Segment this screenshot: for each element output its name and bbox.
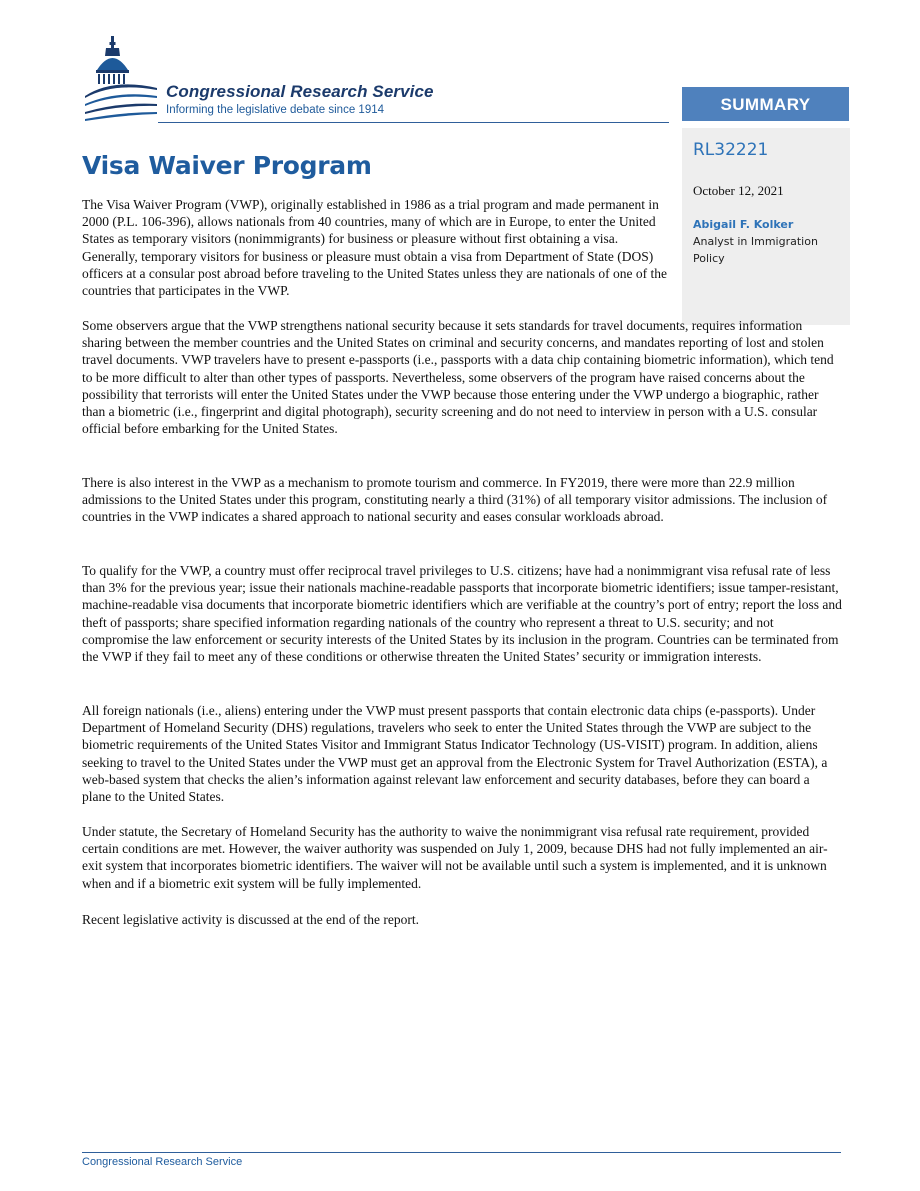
summary-paragraph: Recent legislative activity is discussed at the end of the report. <box>82 912 420 927</box>
page-title: Visa Waiver Program <box>82 151 372 180</box>
summary-paragraph: All foreign nationals (i.e., aliens) entering under the VWP must present passports that contain electronic data chips (e-passports). Under Department of Homeland Security (DHS) regulations, travelers who seek to enter the United States through the VWP are subject to the biometric requirements of the United States Visitor and Immigrant Status Indicator Technology (US-VISIT) program. In addition, aliens seeking to travel to the United States under the VWP must get an approval from the Electronic System for Travel Authorization (ESTA), a web-based system that checks the alien’s information against relevant law enforcement and security databases, before they can board a plane to the United States. <box>82 703 828 805</box>
summary-paragraph: Under statute, the Secretary of Homeland Security has the authority to waive the nonimmigrant visa refusal rate requirement, provided certain conditions are met. However, the waiver authority was suspended on July 1, 2009, because DHS had not fully implemented an air-exit system that incorporates biometric identifiers. The waiver will not be available until such a system is implemented, and it is unknown when and if a biometric exit system will be fully implemented. <box>82 824 828 891</box>
header-divider <box>158 122 669 123</box>
summary-paragraph: To qualify for the VWP, a country must offer reciprocal travel privileges to U.S. citizens; have had a nonimmigrant visa refusal rate of less than 3% for the previous year; issue their nationals machine-readable passports that incorporate biometric identifiers; issue tamper-resistant, machine-readable visa documents that incorporate biometric identifiers which are verifiable at the country’s port of entry; report the loss and theft of passports; share specified information regarding nationals of the country who represent a threat to U.S. security; and not compromise the law enforcement or security interests of the United States by its inclusion in the program. Countries can be terminated from the VWP if they fail to meet any of these conditions or otherwise threaten the United States’ security or immigration interests. <box>82 563 842 665</box>
org-tagline: Informing the legislative debate since 1914 <box>166 104 385 116</box>
author-name: Abigail F. Kolker <box>693 218 794 231</box>
summary-paragraph: Some observers argue that the VWP strengthens national security because it sets standards for travel documents, requires information sharing between the member countries and the United States on criminal and security concerns, and mandates reporting of lost and stolen travel documents. VWP travelers have to present e-passports (i.e., passports with a data chip containing biometric information), which tend to be more difficult to alter than other types of passports. Nevertheless, some observers of the program have raised concerns about the possibility that terrorists will enter the United States under the VWP because those entering under the VWP undergo a biographic, rather than a biometric (i.e., fingerprint and digital photograph), security screening and do not need to interview in person with a U.S. consular official before embarking for the United States. <box>82 318 834 437</box>
summary-label: SUMMARY <box>682 87 849 121</box>
org-name: Congressional Research Service <box>166 82 434 101</box>
footer-org-name: Congressional Research Service <box>82 1156 243 1168</box>
capitol-dome-icon <box>83 32 163 124</box>
crs-logo <box>83 32 483 124</box>
report-date: October 12, 2021 <box>693 183 784 198</box>
report-number: RL32221 <box>693 140 769 160</box>
author-role: Analyst in Immigration Policy <box>693 235 818 265</box>
report-info-sidebar <box>682 128 850 325</box>
summary-paragraph: The Visa Waiver Program (VWP), originally established in 1986 as a trial program and made permanent in 2000 (P.L. 106-396), allows nationals from 40 countries, many of which are in Europe, to enter the United States as temporary visitors (nonimmigrants) for business or pleasure without first obtaining a visa. Generally, temporary visitors for business or pleasure must obtain a visa from Department of State (DOS) officers at a consular post abroad before traveling to the United States unless they are nationals of one of the countries that participates in the VWP. <box>82 197 667 299</box>
summary-paragraph: There is also interest in the VWP as a mechanism to promote tourism and commerce. In FY2019, there were more than 22.9 million admissions to the United States under this program, constituting nearly a third (31%) of all temporary visitor admissions. The inclusion of countries in the VWP indicates a shared approach to national security and eases consular workloads abroad. <box>82 475 828 525</box>
footer-divider <box>82 1152 841 1153</box>
